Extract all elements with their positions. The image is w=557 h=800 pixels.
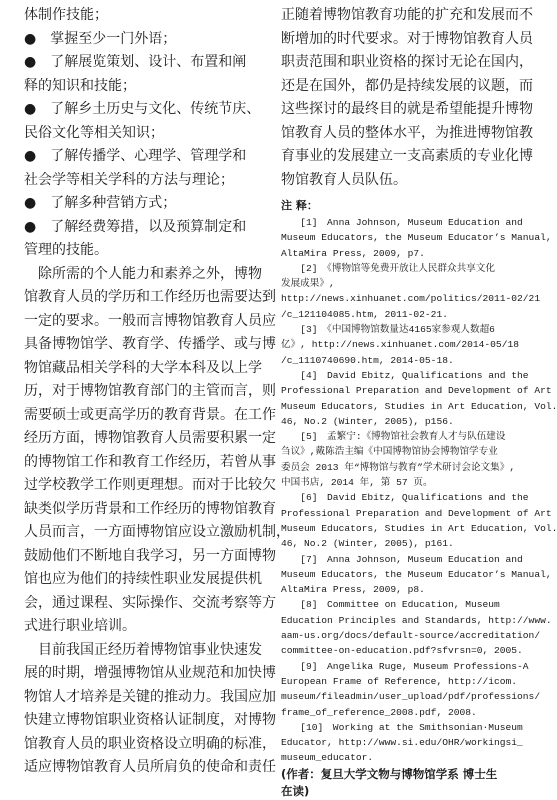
body-text-line: 断增加的时代要求。对于博物馆教育人员 [281, 30, 533, 47]
note-line: [5] 孟繁宁:《博物馆社会教育人才与队伍建设 [281, 431, 506, 443]
body-text-line: 管理的技能。 [24, 242, 108, 258]
body-text-line: 的博物馆工作和教育工作经历，若曾从事 [24, 453, 276, 470]
note-line: 刍议》,戴陈浩主编《中国博物馆协会博物馆学专业 [281, 446, 498, 458]
body-text-line: 过学校教学工作则更理想。而对于比较欠 [24, 477, 276, 493]
note-line: [10] Working at the Smithsonian·Museum [281, 721, 523, 733]
note-line: European Frame of Reference, http://icom. [281, 675, 518, 687]
note-line: [9] Angelika Ruge, Museum Professions-A [281, 660, 529, 672]
body-text-line: 馆教育人员的学历和工作经历也需要达到 [24, 289, 276, 305]
note-line: 46, No.2 (Winter, 2005), p156. [281, 415, 454, 427]
body-text-line: 这些探讨的最终目的就是希望能提升博物 [281, 101, 533, 117]
body-text-line: 体制作技能； [24, 7, 108, 23]
body-text-line: 展的时期，增强博物馆从业规范和加快博 [24, 665, 276, 681]
note-line: [6] David Ebitz, Qualifications and the [281, 492, 529, 504]
body-text-line: 职责范围和职业资格的探讨无论在国内， [281, 54, 533, 70]
note-line: AltaMira Press, 2009, p8. [281, 584, 425, 596]
body-text-line: 鼓励他们不断地自我学习，另一方面博物 [24, 547, 276, 564]
note-line: /c_121104085.htm, 2011-02-21. [281, 308, 448, 320]
note-line: [7] Anna Johnson, Museum Education and [281, 553, 523, 565]
body-text-line: ● 了解经费筹措，以及预算制定和 [24, 218, 247, 235]
body-text-line: 具备博物馆学、教育学、传播学、或与博 [24, 336, 276, 352]
left-column [24, 4, 290, 780]
note-line: frame_of_reference_2008.pdf, 2008. [281, 706, 477, 718]
body-text-line: ● 了解多种营销方式； [24, 195, 177, 211]
body-text-line: 会，通过课程、实际操作、交流考察等方 [24, 594, 276, 611]
note-line: 亿》, http://news.xinhuanet.com/2014-05/18 [281, 339, 519, 351]
body-text-line: ● 了解传播学、心理学、管理学和 [24, 148, 247, 164]
note-line: AltaMira Press, 2009, p7. [281, 247, 425, 259]
body-text-line: 历，对于博物馆教育部门的主管而言，则 [24, 383, 276, 399]
body-text-line: 一定的要求。一般而言博物馆教育人员应 [24, 312, 276, 329]
note-line: 中国书店, 2014 年, 第 57 页。 [281, 477, 433, 489]
right-column [281, 4, 557, 800]
note-line: Museum Educators, the Museum Educator’s Manual, [281, 232, 552, 244]
body-text-line: 适应博物馆教育人员所肩负的使命和责任 [24, 759, 276, 775]
note-line: 委员会 2013 年“博物馆与教育”学术研讨会论文集》, [281, 461, 516, 473]
body-text-line: 馆教育人员的职业资格设立明确的标准， [24, 735, 276, 752]
body-text-line: ● 了解乡土历史与文化、传统节庆、 [24, 101, 261, 117]
note-line: [3] 《中国博物馆数量达4165家参观人数超6 [281, 324, 495, 336]
note-line: [1] Anna Johnson, Museum Education and [281, 217, 523, 228]
body-text-line: 还是在国外，都仍是持续发展的议题，而 [281, 77, 533, 94]
body-text-line: 快建立博物馆职业资格认证制度，对博物 [24, 712, 276, 728]
body-text-line: 人员而言，一方面博物馆应设立激励机制， [24, 524, 290, 540]
body-text-line: 经历方面，博物馆教育人员需要积累一定 [24, 430, 276, 446]
notes-title: 注 释： [281, 199, 318, 212]
note-line: aam-us.org/docs/default-source/accreditation/ [281, 630, 541, 642]
author-note [281, 766, 524, 800]
body-text-line: 释的知识和技能； [24, 77, 136, 94]
body-text-line: 物馆藏品相关学科的大学本科及以上学 [24, 359, 262, 376]
note-line: Education Principles and Standards, http://www. [281, 614, 552, 626]
note-line: 46, No.2 (Winter, 2005), p161. [281, 538, 454, 550]
note-line: Professional Preparation and Development of Art [281, 507, 552, 519]
body-text-line: 式进行职业培训。 [24, 618, 136, 634]
right-body-text [281, 4, 533, 192]
note-line: [4] David Ebitz, Qualifications and the [281, 369, 529, 381]
body-text-line: ● 了解展览策划、设计、布置和阐 [24, 54, 247, 70]
body-text-line: 除所需的个人能力和素养之外，博物 [24, 265, 262, 282]
body-text-line: 社会学等相关学科的方法与理论； [24, 171, 234, 188]
note-line: 发展成果》, [281, 278, 335, 290]
note-line: Educator, http://www.si.edu/OHR/workingsi_ [281, 737, 523, 749]
note-line: museum_educator. [281, 752, 374, 764]
note-line: http://news.xinhuanet.com/politics/2011-02/21 [281, 293, 541, 305]
note-line: Professional Preparation and Development of Art [281, 385, 552, 397]
body-text-line: 目前我国正经历着博物馆事业快速发 [24, 641, 262, 658]
notes-list [281, 215, 557, 766]
note-line: Museum Educators, Studies in Art Education, Vol. [281, 522, 557, 534]
note-line: /c_1110740690.htm, 2014-05-18. [281, 354, 454, 366]
author-line: 在读) [281, 783, 310, 798]
body-text-line: 正随着博物馆教育功能的扩充和发展而不 [281, 7, 533, 23]
note-line: committee-on-education.pdf?sfvrsn=0, 2005. [281, 645, 523, 657]
body-text-line: 育事业的发展建立一支高素质的专业化博 [281, 148, 533, 164]
body-text-line: 馆教育人员的整体水平，为推进博物馆教 [281, 124, 533, 141]
body-text-line: 民俗文化等相关知识； [24, 124, 164, 141]
body-text-line: 物馆人才培养是关键的推动力。我国应加 [24, 688, 276, 705]
note-line: Museum Educators, the Museum Educator’s Manual, [281, 568, 552, 580]
note-line: Museum Educators, Studies in Art Education, Vol. [281, 400, 557, 412]
author-line: (作者：复旦大学文物与博物馆学系 博士生 [281, 766, 498, 781]
note-line: [8] Committee on Education, Museum [281, 599, 500, 611]
body-text-line: ● 掌握至少一门外语； [24, 30, 177, 47]
body-text-line: 缺类似学历背景和工作经历的博物馆教育 [24, 500, 276, 517]
note-line: [2] 《博物馆等免费开放让人民群众共享文化 [281, 262, 495, 274]
body-text-line: 馆也应为他们的持续性职业发展提供机 [24, 571, 262, 587]
note-line: museum/fileadmin/user_upload/pdf/professions/ [281, 691, 541, 703]
body-text-line: 物馆教育人员队伍。 [281, 171, 407, 188]
body-text-line: 需要硕士或更高学历的教育背景。在工作 [24, 406, 276, 423]
